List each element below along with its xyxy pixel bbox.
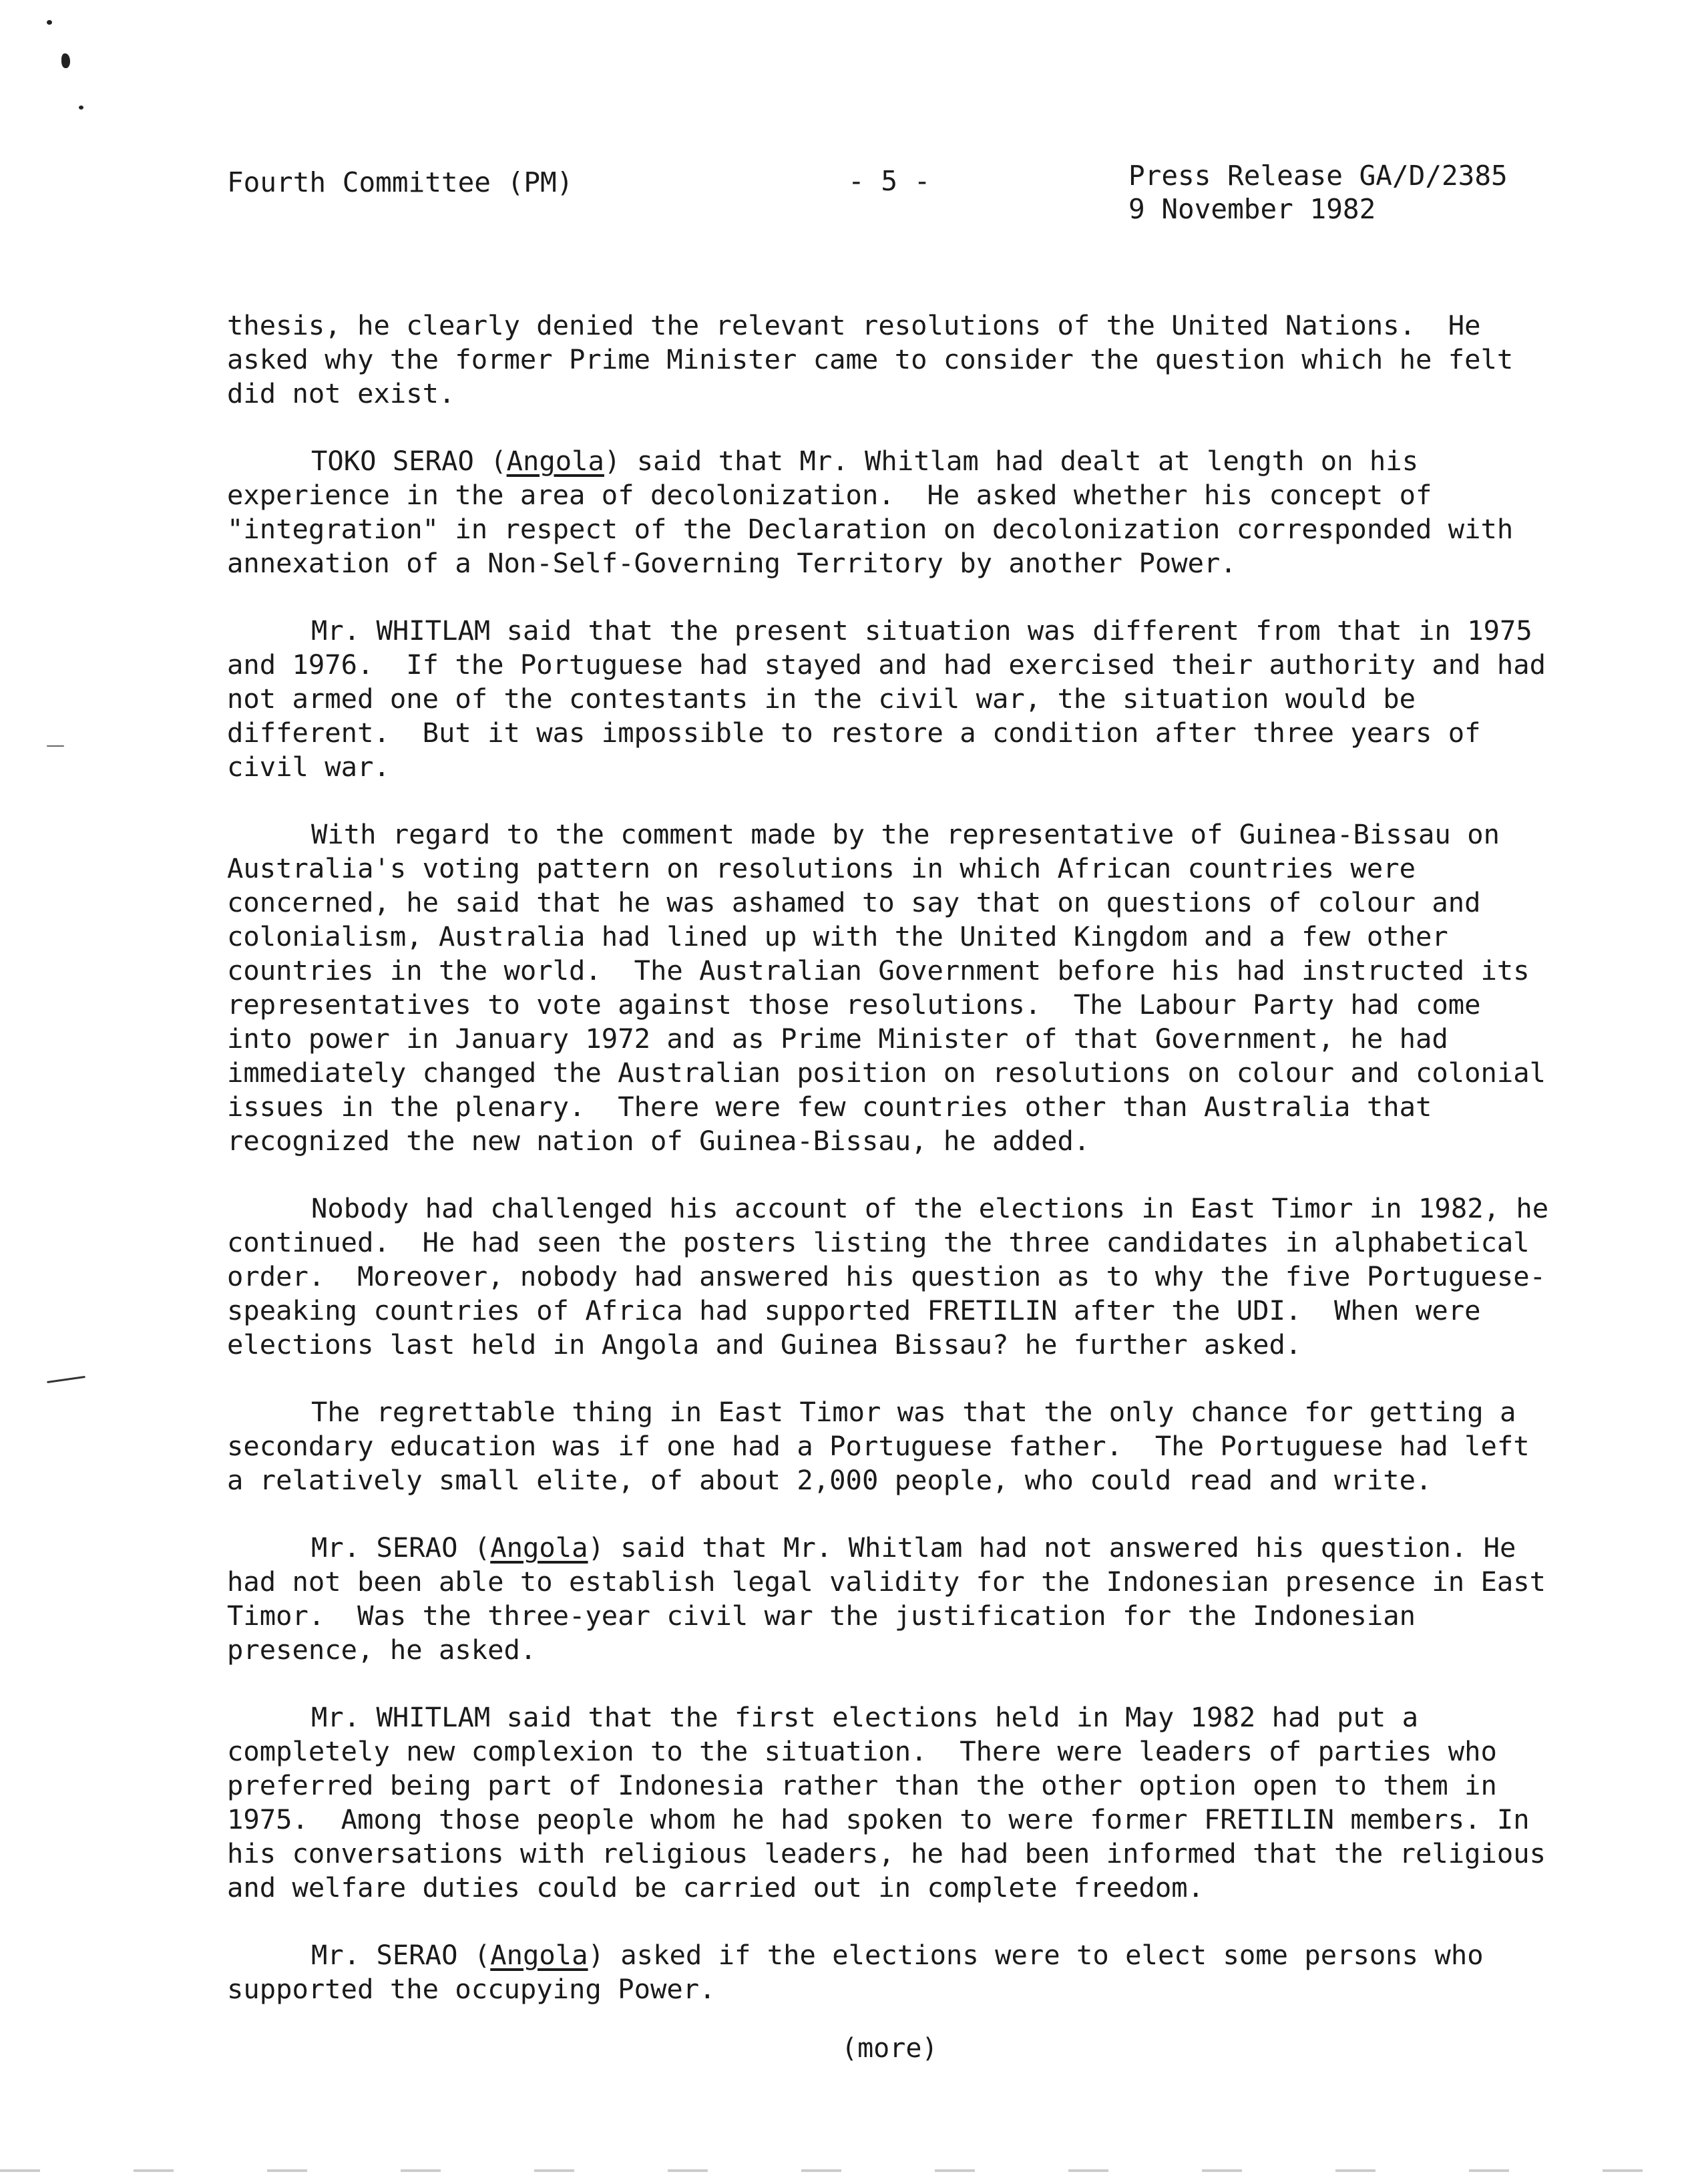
paragraph-text: ) said that Mr. Whitlam had not answered his question. He had not been able to establish legal validity for the Indonesian presence in East Timor. Was the three-year civil war the justification for the Indonesian presence, he asked. [227, 1531, 1562, 1666]
scan-edge [0, 2169, 1688, 2172]
paragraph [227, 817, 1562, 1158]
paragraph-text: Mr. WHITLAM said that the present situation was different from that in 1975 and 1976. If the Portuguese had stayed and had exercised their authority and had not armed one of the contestants in the civil war, the situation would be different. But it was impossible to restore a condition after three years of civil war. [227, 614, 1562, 783]
paragraph-text: Mr. WHITLAM said that the first elections held in May 1982 had put a completely new complexion to the situation. There were leaders of parties who preferred being part of Indonesia rather than the other option open to them in 1975. Among those people whom he had spoken to were former FRETILIN members. In his conversations with religious leaders, he had been informed that the religious and welfare duties could be carried out in complete freedom. [227, 1701, 1562, 1903]
paragraph [227, 1395, 1549, 1497]
paragraph [227, 1700, 1562, 1905]
paragraph-text: Nobody had challenged his account of the elections in East Timor in 1982, he continued. He had seen the posters listing the three candidates in alphabetical order. Moreover, nobody had answered his question as to why the five Portuguese-speaking countries of Africa had supported FRETILIN after the UDI. When were elections last held in Angola and Guinea Bissau? he further asked. [227, 1192, 1565, 1360]
underlined-country: Angola [490, 1531, 588, 1564]
scan-speck [47, 20, 52, 25]
more-indicator: (more) [841, 2033, 938, 2064]
paragraph-text: TOKO SERAO ( [311, 445, 507, 477]
scan-speck [79, 106, 83, 110]
committee-label: Fourth Committee (PM) [227, 166, 574, 198]
paragraph-text: ) said that Mr. Whitlam had dealt at length on his experience in the area of decolonization. He asked whether his concept of "integration" in respect of the Declaration on decolonization corresponded with annexation of a Non-Self-Governing Territory by another Power. [227, 445, 1530, 579]
paragraph [227, 1192, 1565, 1362]
scan-mark [47, 1376, 85, 1383]
paragraph [227, 1938, 1549, 2006]
paragraph-text: The regrettable thing in East Timor was that the only chance for getting a secondary education was if one had a Portuguese father. The Portuguese had left a relatively small elite, of about 2,000 people, who could read and write. [227, 1396, 1546, 1496]
underlined-country: Angola [490, 1939, 588, 1971]
scan-mark [47, 745, 64, 747]
page-number: - 5 - [848, 165, 931, 197]
press-release-info [1128, 159, 1508, 226]
paragraph-text: Mr. SERAO ( [311, 1531, 491, 1564]
paragraph [227, 1531, 1562, 1667]
paragraph-text: ) asked if the elections were to elect some persons who supported the occupying Power. [227, 1939, 1500, 2005]
release-date: 9 November 1982 [1128, 193, 1376, 225]
paragraph-text: Mr. SERAO ( [311, 1939, 491, 1971]
paragraph [227, 444, 1549, 580]
document-body [227, 309, 1565, 2040]
paragraph [227, 614, 1562, 784]
press-release-number: Press Release GA/D/2385 [1128, 160, 1508, 192]
page-header [227, 159, 1536, 232]
paragraph-text: thesis, he clearly denied the relevant resolutions of the United Nations. He asked why the former Prime Minister came to consider the question which he felt did not exist. [227, 309, 1530, 409]
paragraph-text: With regard to the comment made by the representative of Guinea-Bissau on Australia's voting pattern on resolutions in which African countries were concerned, he said that he was ashamed to say that on questions of colour and colonialism, Australia had lined up with the United Kingdom and a few other countries in the world. The Australian Government before his had instructed its representatives to vote against those resolutions. The Labour Party had come into power in January 1972 and as Prime Minister of that Government, he had immediately changed the Australian position on resolutions on colour and colonial issues in the plenary. There were few countries other than Australia that recognized the new nation of Guinea-Bissau, he added. [227, 818, 1562, 1157]
scan-speck [61, 53, 70, 68]
underlined-country: Angola [506, 445, 604, 477]
paragraph [227, 309, 1549, 411]
